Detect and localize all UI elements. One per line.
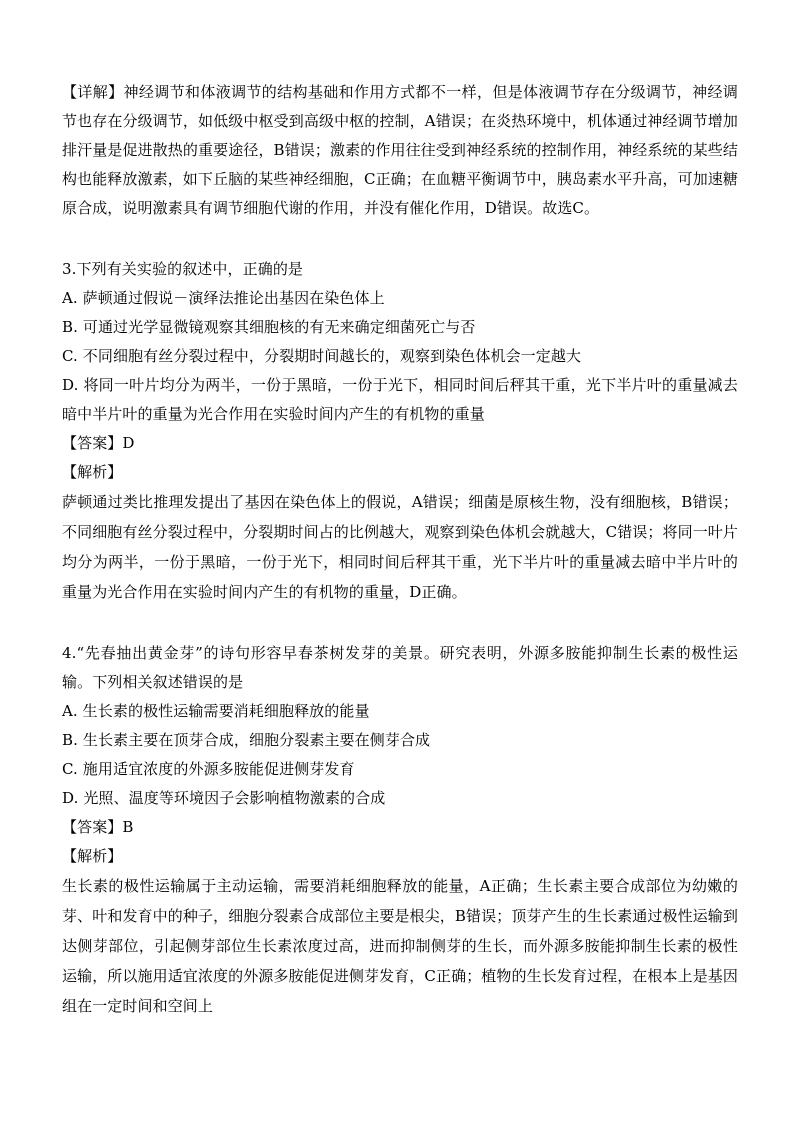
- question-3-option-d: D. 将同一叶片均分为两半，一份于黑暗，一份于光下，相同时间后秤其干重，光下半片叶的重量减去暗中半片叶的重量为光合作用在实验时间内产生的有机物的重量: [62, 376, 738, 423]
- previous-explanation: 【详解】神经调节和体液调节的结构基础和作用方式都不一样，但是体液调节存在分级调节，神经调节也存在分级调节，如低级中枢受到高级中枢的控制，A错误；在炎热环境中，机体通过神经调节增加排汗量是促进散热的重要途径，B错误；激素的作用往往受到神经系统的控制作用，神经系统的某些结构也能释放激素，如下丘脑的某些神经细胞，C正确；在血糖平衡调节中，胰岛素水平升高，可加速糖原合成，说明激素具有调节细胞代谢的作用，并没有催化作用，D错误。故选C。: [62, 83, 738, 217]
- question-4-analysis-label: 【解析】: [62, 847, 123, 865]
- spacer: [62, 223, 738, 255]
- question-3-option-a: A. 萨顿通过假说－演绎法推论出基因在染色体上: [62, 289, 385, 307]
- question-3-stem: 3.下列有关实验的叙述中，正确的是: [62, 260, 304, 278]
- question-3-option-b: B. 可通过光学显微镜观察其细胞核的有无来确定细菌死亡与否: [62, 318, 476, 336]
- question-3-analysis: 萨顿通过类比推理发提出了基因在染色体上的假说，A错误；细菌是原核生物，没有细胞核，B错误；不同细胞有丝分裂过程中，分裂期时间占的比例越大，观察到染色体机会就越大，C错误；将同一叶片均分为两半，一份于黑暗，一份于光下，相同时间后秤其干重，光下半片叶的重量减去暗中半片叶的重量为光合作用在实验时间内产生的有机物的重量，D正确。: [62, 493, 738, 601]
- question-4-option-c: C. 施用适宜浓度的外源多胺能促进侧芽发育: [62, 760, 355, 778]
- question-4: [62, 639, 738, 1021]
- question-4-answer: 【答案】B: [62, 818, 134, 836]
- spacer: [62, 607, 738, 639]
- question-3: [62, 255, 738, 607]
- question-3-analysis-label: 【解析】: [62, 463, 123, 481]
- question-4-option-a: A. 生长素的极性运输需要消耗细胞释放的能量: [62, 702, 370, 720]
- question-3-answer: 【答案】D: [62, 434, 135, 452]
- question-4-stem: 4.“先春抽出黄金芽”的诗句形容早春茶树发芽的美景。研究表明，外源多胺能抑制生长素的极性运输。下列相关叙述错误的是: [62, 644, 738, 691]
- question-4-option-d: D. 光照、温度等环境因子会影响植物激素的合成: [62, 789, 386, 807]
- question-4-option-b: B. 生长素主要在顶芽合成，细胞分裂素主要在侧芽合成: [62, 731, 431, 749]
- document-page: [62, 78, 738, 1021]
- question-3-option-c: C. 不同细胞有丝分裂过程中，分裂期时间越长的，观察到染色体机会一定越大: [62, 347, 582, 365]
- question-4-analysis: 生长素的极性运输属于主动运输，需要消耗细胞释放的能量，A正确；生长素主要合成部位为幼嫩的芽、叶和发育中的种子，细胞分裂素合成部位主要是根尖，B错误；顶芽产生的生长素通过极性运输到达侧芽部位，引起侧芽部位生长素浓度过高，进而抑制侧芽的生长，而外源多胺能抑制生长素的极性运输，所以施用适宜浓度的外源多胺能促进侧芽发育，C正确；植物的生长发育过程，在根本上是基因组在一定时间和空间上: [62, 877, 738, 1015]
